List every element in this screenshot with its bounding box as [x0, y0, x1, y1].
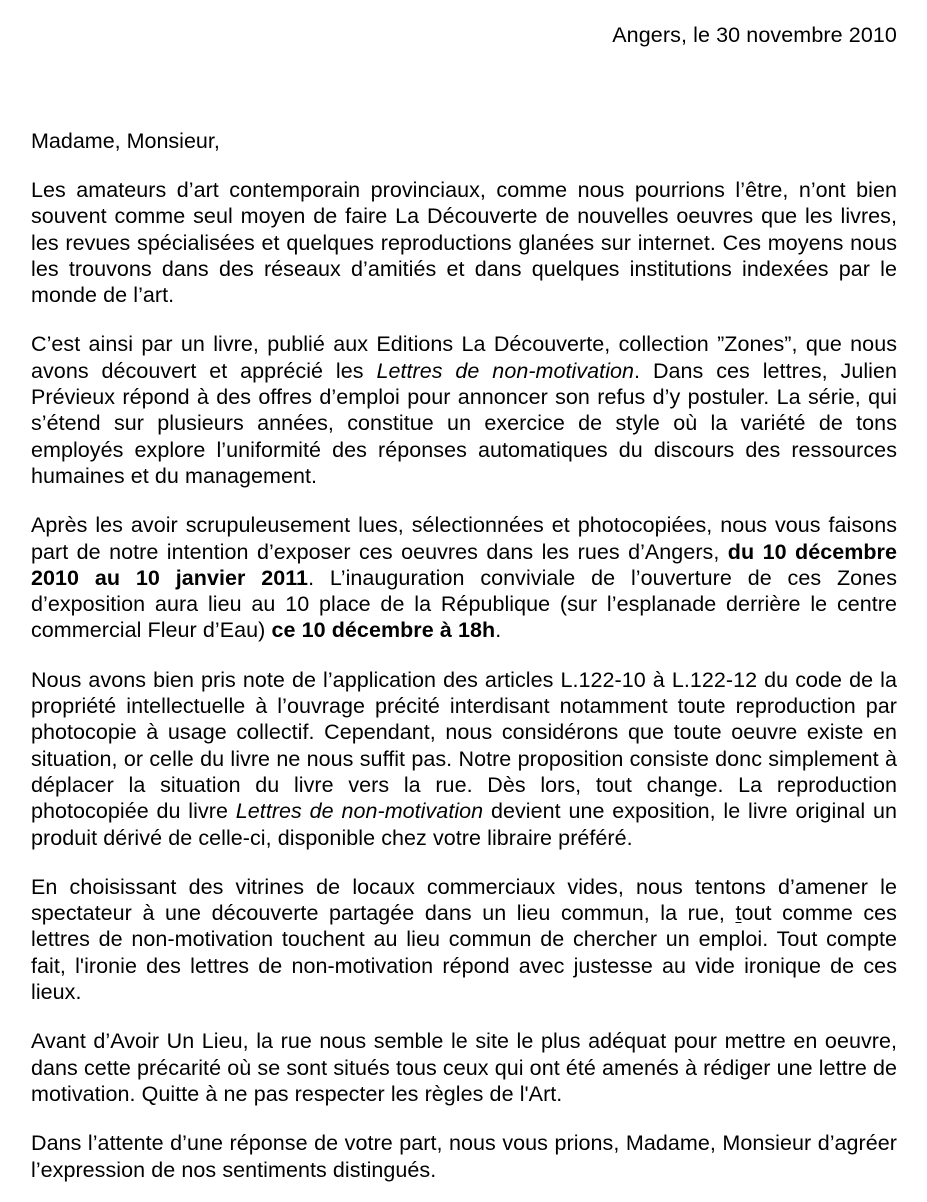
text-run-bold: ce 10 décembre à 18h — [271, 618, 496, 643]
paragraph — [31, 331, 897, 489]
text-run-normal: . Dans ces lettres, Julien Prévieux répond à des offres d’emploi pour annoncer son refus d’y postuler. La série, qui s’étend sur plusieurs années, constitue un exercice de style où la variété de tons employés explore l’uniformité des réponses automatiques du discours des ressources humaines et du management. — [31, 358, 897, 488]
text-run-normal: En choisissant des vitrines de locaux commerciaux vides, nous tentons d’amener le spectateur à une découverte partagée dans un lieu commun, la rue, — [31, 874, 897, 926]
text-run-normal: Après les avoir scrupuleusement lues, sélectionnées et photocopiées, nous vous faisons part de notre intention d’exposer ces oeuvres dans les rues d’Angers, — [31, 513, 897, 564]
text-run-normal: . — [495, 618, 502, 643]
text-run-underline: t — [735, 901, 742, 926]
letter-date: Angers, le 30 novembre 2010 — [612, 23, 897, 47]
text-run-normal: Les amateurs d’art contemporain provinciaux, comme nous pourrions l’être, n’ont bien souvent comme seul moyen de faire La Découverte de nouvelles oeuvres que les livres, les revues spécialisées et quelques reproductions glanées sur internet. Ces moyens nous les trouvons dans des réseaux d’amitiés et dans quelques institutions indexées par le monde de l’art. — [31, 178, 897, 308]
text-run-normal: Avant d’Avoir Un Lieu, la rue nous semble le site le plus adéquat pour mettre en oeuvre, dans cette précarité où se sont situés tous ceux qui ont été amenés à rédiger une lettre de motivation. Quitte à ne pas respecter les règles de l'Art. — [31, 1029, 897, 1106]
paragraph — [31, 512, 897, 643]
text-run-italic: Lettres de non-motivation — [235, 799, 484, 824]
paragraph — [31, 874, 897, 1005]
text-run-bold: du 10 décembre 2010 au 10 janvier 2011 — [31, 539, 897, 590]
text-run-normal: out comme ces lettres de non-motivation touchent au lieu commun de chercher un emploi. Tout compte fait, l'ironie des lettres de non-motivation répond avec justesse au vide ironique de ces lieux. — [31, 901, 897, 1005]
text-run-normal: C’est ainsi par un livre, publié aux Editions La Découverte, collection ”Zones”, que nous avons découvert et apprécié les — [31, 332, 897, 383]
letter-body — [31, 0, 897, 1202]
text-run-normal: Dans l’attente d’une réponse de votre part, nous vous prions, Madame, Monsieur d’agréer l’expression de nos sentiments distingués. — [31, 1131, 897, 1182]
text-run-normal: . L’inauguration conviviale de l’ouverture de ces Zones d’exposition aura lieu au 10 place de la République (sur l’esplanade derrière le centre commercial Fleur d’Eau) — [31, 565, 897, 643]
paragraph — [31, 177, 897, 308]
paragraph — [31, 1028, 897, 1107]
letter-paragraphs — [31, 177, 897, 1183]
text-run-italic: Lettres de non-motivation — [376, 358, 635, 383]
paragraph — [31, 1130, 897, 1183]
text-run-normal: Nous avons bien pris note de l’application des articles L.122-10 à L.122-12 du code de la propriété intellectuelle à l’ouvrage précité interdisant notamment toute reproduction par photocopie à usage collectif. Cependant, nous considérons que toute oeuvre existe en situation, or celle du livre ne nous suffit pas. Notre proposition consiste donc simplement à déplacer la situation du livre vers la rue. Dès lors, tout change. La reproduction photocopiée du livre — [31, 667, 897, 824]
paragraph — [31, 667, 897, 851]
text-run-normal: devient une exposition, le livre original un produit dérivé de celle-ci, disponible chez votre libraire préféré. — [31, 799, 898, 850]
letter-salutation: Madame, Monsieur, — [31, 129, 220, 153]
